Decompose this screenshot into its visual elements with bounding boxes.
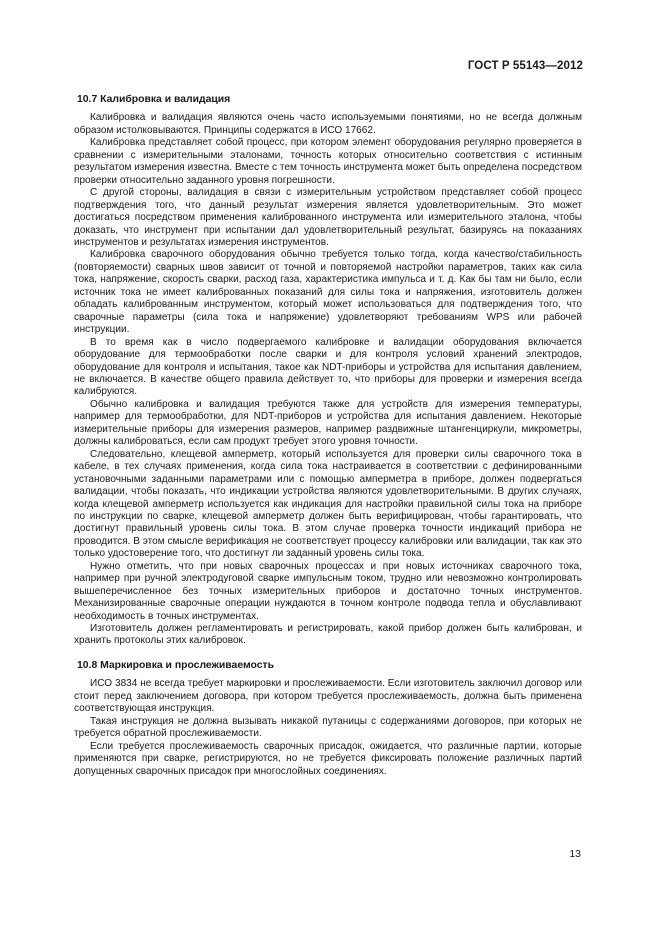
section-title: 10.8 Маркировка и прослеживаемость	[77, 659, 274, 671]
paragraph: С другой стороны, валидация в связи с измерительным устройством представляет собой процесс подтверждения того, что данный результат измерения является удовлетворительным. Это может достигаться посредством применения калиброванного инструмента или измерительного эталона, чтобы доказать, что инструмент при испытании дал удовлетворительный результат, базируясь на показаниях инструментов и результатах измерения инструментов.	[74, 187, 582, 248]
paragraph: Калибровка представляет собой процесс, при котором элемент оборудования регулярно проверяется в сравнении с измерительными эталонами, точность которых относительно соответствия с истинным результатом измерения известна. Вместе с тем точность инструмента может быть определена посредством проверки относительно заданного уровня погрешности.	[74, 137, 582, 186]
section-title: 10.7 Калибровка и валидация	[77, 94, 231, 105]
page-number: 13	[569, 848, 581, 860]
section-calibration	[74, 94, 582, 648]
paragraph: Калибровка сварочного оборудования обычно требуется только тогда, когда качество/стабильность (повторяемости) сварных швов зависит от точной и повторяемой настройки параметров, таких как сила тока, напряжение, скорость сварки, расход газа, характеристика импульса и т. д. Как бы там ни было, если источник тока не имеет калиброванных показаний для силы тока и напряжения, изготовитель должен обладать калиброванным инструментом, который может использоваться для подтверждения того, что сварочные параметры (сила тока и напряжение) удовлетворяют требованиям WPS или рабочей инструкции.	[74, 249, 582, 336]
document-body	[74, 94, 582, 778]
paragraph: ИСО 3834 не всегда требует маркировки и прослеживаемости. Если изготовитель заключил договор или стоит перед заключением договора, при котором требуется прослеживаемость, должна быть применена соответствующая инструкция.	[74, 678, 582, 715]
paragraph: Такая инструкция не должна вызывать никакой путаницы с содержаниями договоров, при которых не требуется обратной прослеживаемости.	[74, 715, 582, 740]
paragraph: Калибровка и валидация являются очень часто используемыми понятиями, но не всегда должным образом истолковываются. Принципы содержатся в ИСО 17662.	[74, 112, 582, 136]
paragraph: Изготовитель должен регламентировать и регистрировать, какой прибор должен быть калиброван, и хранить протоколы этих калибровок.	[74, 623, 582, 647]
paragraph: Следовательно, клещевой амперметр, который используется для проверки силы сварочного тока в кабеле, в тех случаях применения, когда сила тока настраивается в соответствии с дефинированными установочными заданными параметрами или с помощью амперметра в приборе, должен подвергаться валидации, чтобы показать, что индикации устройства являются удовлетворительными. В других случаях, когда клещевой амперметр используется как индикация для настройки правильной силы тока на приборе по инструкции по сварке, клещевой амперметр должен быть верифицирован, чтобы гарантировать, что достигнут правильный уровень силы тока. В этом случае проверка точности индикаций прибора не проводится. В этом смысле верификация не соответствует процессу калибровки или валидации, так как это только удостоверение того, что достигнут ли заданный уровень силы тока.	[74, 448, 582, 560]
paragraph: Если требуется прослеживаемость сварочных присадок, ожидается, что различные партии, которые применяются при сварке, регистрируются, но не требуется фиксировать положение различных партий допущенных сварочных присадок при многослойных соединениях.	[74, 740, 582, 777]
section-marking-traceability	[74, 660, 582, 778]
paragraph: Обычно калибровка и валидация требуются также для устройств для измерения температуры, например для термообработки, для NDT-приборов и устройства для испытания давлением. Некоторые измерительные приборы для измерения размеров, например раздвижные штангенциркули, микрометры, должны калиброваться, если сам продукт требует этого уровня точности.	[74, 398, 582, 448]
paragraph: В то время как в число подвергаемого калибровке и валидации оборудования включается оборудование для термообработки после сварки и для контроля условий хранений электродов, оборудование для контроля и испытания, такое как NDT-приборы и устройства для испытания давлением, не включается. В качестве общего правила действует то, что приборы для проверки и измерения всегда калибруются.	[74, 336, 582, 398]
document-code: ГОСТ Р 55143—2012	[467, 60, 583, 72]
paragraph: Нужно отметить, что при новых сварочных процессах и при новых источниках сварочного тока, например при ручной электродуговой сварке импульсным током, трудно или невозможно контролировать вышеперечисленное без точных измерительных приборов и достаточно точных инструментов. Механизированные сварочные операции нуждаются в точном контроле подвода тепла и обуславливают необходимость в точных инструментах.	[74, 560, 582, 622]
